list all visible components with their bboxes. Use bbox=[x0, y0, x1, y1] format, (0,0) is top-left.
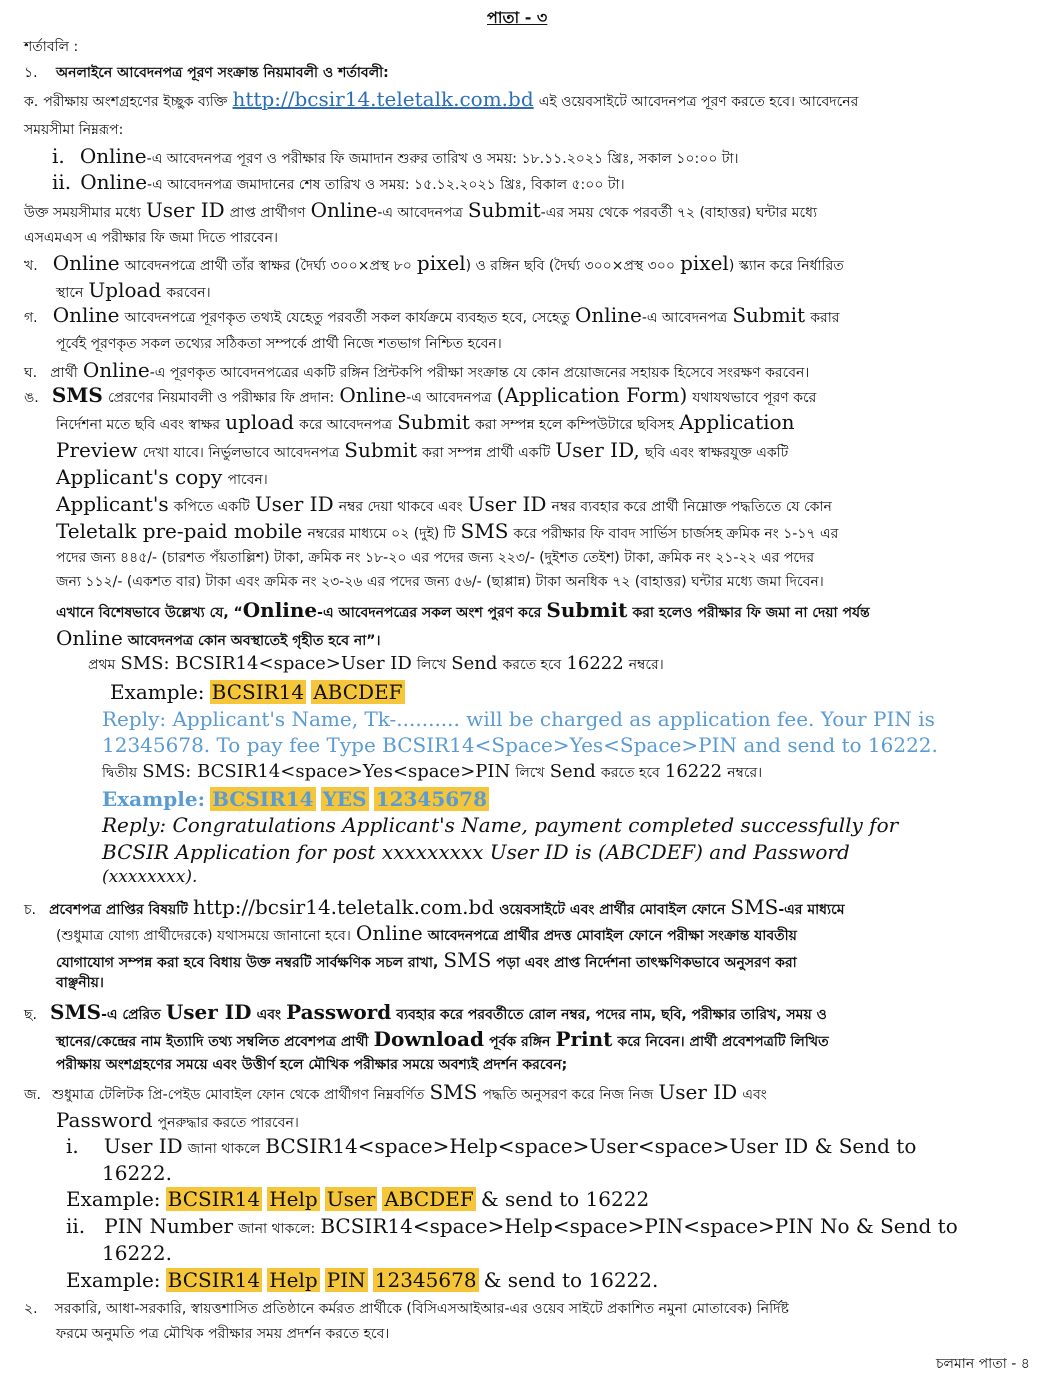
text-run: pixel bbox=[416, 251, 466, 275]
recovery-item-ii bbox=[66, 1216, 958, 1236]
item-umo-line-3 bbox=[56, 440, 788, 460]
text-run: যোগাযোগ সম্পন্ন করা হবে বিধায় উক্ত নম্বরটি সার্বক্ষণিক সচল রাখা, bbox=[56, 955, 439, 971]
text-run: করা হলেও পরীক্ষার ফি জমা না দেয়া পর্যন্ত bbox=[632, 605, 870, 621]
text-run: করে নিবেন। প্রার্থী প্রবেশপত্রটি লিখিত bbox=[617, 1034, 829, 1050]
text-run: স্থানে bbox=[56, 285, 84, 301]
text-run: দেখা যাবে। নির্ভুলভাবে আবেদনপত্র bbox=[142, 445, 340, 461]
applicant-copy-line-2 bbox=[56, 521, 838, 541]
text-run: Password bbox=[56, 1108, 153, 1132]
online-term: Online bbox=[79, 144, 147, 168]
online-term: Online bbox=[80, 170, 148, 194]
example-4 bbox=[66, 1270, 658, 1290]
section-2-number: ২. bbox=[24, 1301, 38, 1317]
text-run: Online bbox=[56, 626, 123, 650]
text-run: Online bbox=[575, 303, 642, 327]
text-run: SMS: BCSIR14<space>User ID bbox=[120, 653, 412, 674]
item-cha-line-2 bbox=[56, 923, 797, 943]
text-run: -এ আবেদনপত্র bbox=[641, 310, 728, 326]
item-umo-line-4 bbox=[56, 467, 268, 487]
text-run: Password bbox=[286, 1000, 392, 1024]
sms-pin: PIN bbox=[326, 1268, 366, 1292]
section-2 bbox=[24, 1300, 789, 1316]
item-kha bbox=[24, 253, 844, 273]
text-run: Applicant's copy bbox=[56, 465, 223, 489]
item-ka-marker: ক. bbox=[24, 94, 39, 110]
text-run: User ID bbox=[145, 198, 225, 222]
text-run: -এর মাধ্যমে bbox=[778, 902, 845, 918]
text-run: নম্বরে। bbox=[727, 765, 763, 781]
text-run: পূর্বক রঙ্গিন bbox=[489, 1034, 551, 1050]
conditions-heading: শর্তাবলি : bbox=[24, 39, 79, 55]
example-label: Example: bbox=[102, 787, 205, 811]
text-run: Online bbox=[310, 198, 378, 222]
text-run: Online bbox=[339, 383, 407, 407]
text-run: SMS bbox=[730, 895, 779, 919]
example-3 bbox=[66, 1189, 649, 1209]
text-run: 16222 bbox=[664, 761, 723, 782]
text-run: Online bbox=[52, 303, 120, 327]
text-run: Submit bbox=[732, 303, 806, 327]
text-run: ব্যবহার করে পরবর্তীতে রোল নম্বর, পদের নাম, ছবি, পরীক্ষার তারিখ, সময় ও bbox=[396, 1007, 827, 1023]
admit-card-url[interactable]: http://bcsir14.teletalk.com.bd bbox=[193, 895, 495, 919]
text-run: (শুধুমাত্র যোগ্য প্রার্থীদেরকে) যথাসময়ে জানানো হবে। bbox=[56, 928, 351, 944]
text-run: SMS bbox=[50, 1000, 102, 1024]
reply-2-line-2: BCSIR Application for post xxxxxxxxx User ID is (ABCDEF) and Password bbox=[102, 840, 850, 864]
text-run: প্রেরণের নিয়মাবলী ও পরীক্ষার ফি প্রদান: bbox=[107, 390, 335, 406]
reply-2-line-3: (xxxxxxxx). bbox=[102, 867, 198, 887]
text-run: প্রথম bbox=[88, 657, 116, 673]
text-run: উক্ত সময়সীমার মধ্যে bbox=[24, 205, 141, 221]
text-run: Online bbox=[52, 251, 120, 275]
text-run: জানা থাকলে: bbox=[238, 1221, 316, 1237]
text-run: -এ আবেদনপত্র bbox=[377, 205, 463, 221]
text-run: করতে হবে bbox=[502, 657, 562, 673]
text-run: প্রাপ্ত প্রার্থীগণ bbox=[229, 205, 306, 221]
item-ga-marker: গ. bbox=[24, 310, 38, 326]
text-run: Submit bbox=[546, 598, 628, 622]
text-run: আবেদনপত্রে প্রার্থী তাঁর স্বাক্ষর (দৈর্ঘ্য ৩০০×প্রস্থ ৮০ bbox=[124, 258, 412, 274]
text-run: User ID bbox=[658, 1080, 738, 1104]
reply-1-line-2: 12345678. To pay fee Type BCSIR14<Space>Yes<Space>PIN and send to 16222. bbox=[102, 733, 938, 757]
section-2-line-2: ফরমে অনুমতি পত্র মৌখিক পরীক্ষার সময় প্রদর্শন করতে হবে। bbox=[56, 1326, 390, 1342]
example-1 bbox=[110, 682, 405, 702]
list-marker-i: i. bbox=[66, 1134, 79, 1158]
text-run: & send to 16222. bbox=[483, 1268, 659, 1292]
text-run: আবেদনপত্র কোন অবস্থাতেই গৃহীত হবে না”। bbox=[127, 633, 381, 649]
text-run: এবং bbox=[256, 1007, 282, 1023]
text-run: যথাযথভাবে পূরণ করে bbox=[692, 390, 817, 406]
example-2 bbox=[102, 789, 489, 809]
item-umo-line-2 bbox=[56, 412, 794, 432]
list-marker-ii: ii. bbox=[66, 1214, 86, 1238]
item-umo-marker: ঙ. bbox=[24, 390, 39, 406]
text-run: Online bbox=[242, 598, 318, 622]
text-run: করা সম্পন্ন হলে কম্পিউটারে ছবিসহ bbox=[474, 417, 675, 433]
text-run: Submit bbox=[467, 198, 541, 222]
item-ja bbox=[24, 1082, 767, 1102]
example-label: Example: bbox=[110, 680, 205, 704]
user-id-paragraph-line-2: এসএমএস এ পরীক্ষার ফি জমা দিতে পারবেন। bbox=[24, 230, 279, 246]
text-run: Download bbox=[373, 1027, 484, 1051]
start-date-text: -এ আবেদনপত্র পূরণ ও পরীক্ষার ফি জমাদান শুরুর তারিখ ও সময়: ১৮.১১.২০২১ খ্রিঃ, সকাল ১০:০০ টা। bbox=[146, 151, 739, 167]
item-cha bbox=[24, 897, 845, 917]
text-run: BCSIR14<space>Help<space>PIN<space>PIN No & Send to bbox=[320, 1214, 958, 1238]
text-run: Teletalk pre-paid mobile bbox=[56, 519, 303, 543]
item-chha bbox=[24, 1002, 827, 1022]
first-sms-instruction bbox=[88, 655, 664, 673]
text-run: করবেন। bbox=[166, 285, 211, 301]
text-run: পড়া এবং প্রাপ্ত নির্দেশনা তাৎক্ষণিকভাবে অনুসরণ করা bbox=[496, 955, 797, 971]
text-run: (Application Form) bbox=[496, 383, 688, 407]
user-id-sample: ABCDEF bbox=[384, 1187, 474, 1211]
item-ga-line-2: পূর্বেই পূরণকৃত সকল তথ্যের সঠিকতা সম্পর্কে প্রার্থী নিজে শতভাগ নিশ্চিত হবেন। bbox=[56, 336, 502, 352]
text-run: Upload bbox=[88, 278, 162, 302]
end-date-text: -এ আবেদনপত্র জমাদানের শেষ তারিখ ও সময়: ১৫.১২.২০২১ খ্রিঃ, বিকাল ৫:০০ টা। bbox=[147, 177, 625, 193]
text-run: PIN Number bbox=[104, 1214, 234, 1238]
text-run: ওয়েবসাইটে এবং প্রার্থীর মোবাইল ফোনে bbox=[499, 902, 726, 918]
special-note-line-2 bbox=[56, 628, 381, 648]
item-umo bbox=[24, 385, 816, 405]
teletalk-link[interactable]: http://bcsir14.teletalk.com.bd bbox=[232, 87, 534, 111]
text-run: -এ প্রেরিত bbox=[101, 1007, 161, 1023]
example-label: Example: bbox=[66, 1187, 161, 1211]
text-run: আবেদনপত্রে প্রার্থীর প্রদত্ত মোবাইল ফোনে পরীক্ষা সংক্রান্ত যাবতীয় bbox=[427, 928, 797, 944]
item-ja-marker: জ. bbox=[24, 1087, 41, 1103]
item-kha-line-2 bbox=[56, 280, 211, 300]
list-marker-ii: ii. bbox=[52, 170, 72, 194]
applicant-copy-line-3: পদের জন্য ৪৪৫/- (চারশত পঁয়তাল্লিশ) টাকা, ক্রমিক নং ১৮-২০ এর পদের জন্য ২২৩/- (দুইশত তেইশ) টাকা, ক্রমিক নং ২১-২২ এর পদের bbox=[56, 550, 815, 566]
text-run: পদ্ধতি অনুসরণ করে নিজ নিজ bbox=[482, 1087, 654, 1103]
text-run: -এ আবেদনপত্র bbox=[406, 390, 492, 406]
text-run: & send to 16222 bbox=[480, 1187, 650, 1211]
item-ka-text: পরীক্ষায় অংশগ্রহণের ইচ্ছুক ব্যক্তি bbox=[43, 94, 228, 110]
text-run: User ID, bbox=[555, 438, 640, 462]
text-run: ছবি এবং স্বাক্ষরযুক্ত একটি bbox=[644, 445, 789, 461]
item-ka bbox=[24, 89, 858, 109]
text-run: User ID bbox=[467, 492, 547, 516]
section-1-heading: অনলাইনে আবেদনপত্র পূরণ সংক্রান্ত নিয়মাবলী ও শর্তাবলী: bbox=[56, 65, 389, 81]
text-run: নম্বরে। bbox=[628, 657, 664, 673]
text-run: User ID bbox=[165, 1000, 252, 1024]
text-run: করা সম্পন্ন প্রার্থী একটি bbox=[422, 445, 551, 461]
text-run: upload bbox=[225, 410, 295, 434]
text-run: নম্বর দেয়া থাকবে এবং bbox=[338, 499, 463, 515]
text-run: pixel bbox=[680, 251, 729, 275]
text-run: করার bbox=[810, 310, 840, 326]
item-kha-marker: খ. bbox=[24, 258, 38, 274]
pin-sample: 12345678 bbox=[374, 1268, 477, 1292]
item-ja-line-2 bbox=[56, 1110, 299, 1130]
item-cha-marker: চ. bbox=[24, 902, 37, 918]
text-run: Submit bbox=[397, 410, 470, 434]
section-1-number: ১. bbox=[24, 65, 38, 81]
text-run: করে পরীক্ষার ফি বাবদ সার্ভিস চার্জসহ ক্রমিক নং ১-১৭ এর bbox=[513, 526, 839, 542]
item-ga bbox=[24, 305, 839, 325]
item-cha-line-3 bbox=[56, 950, 797, 970]
text-run: পাবেন। bbox=[227, 472, 268, 488]
user-id-paragraph bbox=[24, 200, 817, 220]
list-marker-i: i. bbox=[52, 144, 65, 168]
text-run: Online bbox=[355, 921, 423, 945]
section-2-text: সরকারি, আধা-সরকারি, স্বায়ত্তশাসিত প্রতিষ্ঠানে কর্মরত প্রার্থীকে (বিসিএসআইআর-এর ওয়েব সাইটে প্রকাশিত নমুনা মোতাবেক) নির্দিষ্ট bbox=[54, 1301, 789, 1317]
text-run: স্থানের/কেন্দ্রের নাম ইত্যাদি তথ্য সম্বলিত প্রবেশপত্র প্রার্থী bbox=[56, 1034, 369, 1050]
item-ka-text-2: এই ওয়েবসাইটে আবেদনপত্র পূরণ করতে হবে। আবেদনের bbox=[538, 94, 859, 110]
text-run: ) ও রঙ্গিন ছবি (দৈর্ঘ্য ৩০০×প্রস্থ ৩০০ bbox=[465, 258, 675, 274]
text-run: নম্বরের মাধ্যমে ০২ (দুই) টি bbox=[307, 526, 456, 542]
text-run: এখানে বিশেষভাবে উল্লেখ্য যে, “ bbox=[56, 605, 243, 621]
text-run: লিখে bbox=[416, 657, 447, 673]
text-run: Send bbox=[451, 653, 498, 674]
text-run: নম্বর ব্যবহার করে প্রার্থী নিম্নোক্ত পদ্ধতিতে যে কোন bbox=[551, 499, 832, 515]
text-run: Print bbox=[555, 1027, 613, 1051]
text-run: প্রবেশপত্র প্রাপ্তির বিষয়টি bbox=[49, 902, 188, 918]
item-chha-line-2 bbox=[56, 1029, 829, 1049]
reply-2-line-1: Reply: Congratulations Applicant's Name, payment completed successfully for bbox=[102, 813, 899, 837]
recovery-item-i-line-2: 16222. bbox=[102, 1161, 172, 1185]
list-item-i bbox=[52, 146, 739, 166]
second-sms-instruction bbox=[102, 763, 762, 781]
text-run: Submit bbox=[344, 438, 418, 462]
text-run: -এ আবেদনপত্রের সকল অংশ পুরণ করে bbox=[317, 605, 542, 621]
recovery-item-ii-line-2: 16222. bbox=[102, 1241, 172, 1265]
sms-code: BCSIR14 bbox=[167, 1187, 261, 1211]
applicant-copy-line-1 bbox=[56, 494, 832, 514]
user-id-sample: ABCDEF bbox=[313, 680, 403, 704]
text-run: শুধুমাত্র টেলিটক প্রি-পেইড মোবাইল ফোন থেকে প্রার্থীগণ নিম্নবর্ণিত bbox=[52, 1087, 425, 1103]
text-run: -এর সময় থেকে পরবর্তী ৭২ (বাহাত্তর) ঘন্টার মধ্যে bbox=[540, 205, 818, 221]
text-run: ) স্ক্যান করে নির্ধারিত bbox=[728, 258, 844, 274]
text-run: Applicant's bbox=[56, 492, 169, 516]
text-run: লিখে bbox=[515, 765, 545, 781]
item-gha bbox=[24, 360, 809, 380]
text-run: করতে হবে bbox=[600, 765, 660, 781]
text-run: করে আবেদনপত্র bbox=[299, 417, 392, 433]
sms-code: BCSIR14 bbox=[167, 1268, 261, 1292]
text-run: SMS: BCSIR14<space>Yes<space>PIN bbox=[142, 761, 511, 782]
text-run: কপিতে একটি bbox=[173, 499, 250, 515]
applicant-copy-line-4: জন্য ১১২/- (একশত বার) টাকা এবং ক্রমিক নং ২৩-২৬ এর পদের জন্য ৫৬/- (ছাপ্পান্ন) টাকা অনধিক ৭২ (বাহাত্তর) ঘন্টার মধ্যে জমা দিবেন। bbox=[56, 574, 824, 590]
reply-1-line-1: Reply: Applicant's Name, Tk-.......... will be charged as application fee. Your PIN is bbox=[102, 707, 935, 731]
sms-help: Help bbox=[269, 1187, 318, 1211]
sms-code: BCSIR14 bbox=[211, 680, 305, 704]
text-run: নির্দেশনা মতে ছবি এবং স্বাক্ষর bbox=[56, 417, 221, 433]
item-chha-marker: ছ. bbox=[24, 1007, 37, 1023]
text-run: দ্বিতীয় bbox=[102, 765, 138, 781]
item-gha-marker: ঘ. bbox=[24, 365, 38, 381]
text-run: 16222 bbox=[566, 653, 624, 674]
text-run: User ID bbox=[254, 492, 334, 516]
text-run: এবং bbox=[742, 1087, 767, 1103]
text-run: SMS bbox=[460, 519, 509, 543]
special-note-line-1 bbox=[56, 600, 870, 620]
text-run: Online bbox=[82, 358, 150, 382]
sms-user: User bbox=[326, 1187, 376, 1211]
text-run: আবেদনপত্রে পূরণকৃত তথ্যই যেহেতু পরবর্তী সকল কার্যক্রমে ব্যবহৃত হবে, সেহেতু bbox=[124, 310, 570, 326]
page-label: পাতা - ৩ bbox=[487, 8, 548, 27]
text-run: Send bbox=[549, 761, 596, 782]
pin-sample: 12345678 bbox=[375, 787, 488, 811]
continued-page-label: চলমান পাতা - ৪ bbox=[936, 1356, 1030, 1372]
sms-code: BCSIR14 bbox=[212, 787, 314, 811]
text-run: -এ পূরণকৃত আবেদনপত্রের একটি রঙ্গিন প্রিন্টকপি পরীক্ষা সংক্রান্ত যে কোন প্রয়োজনের সহায়ক হিসেবে সংরক্ষণ করবেন। bbox=[149, 365, 810, 381]
text-run: Preview bbox=[56, 438, 138, 462]
sms-yes: YES bbox=[322, 787, 367, 811]
item-ka-line-2: সময়সীমা নিম্নরূপ: bbox=[24, 122, 124, 138]
text-run: SMS bbox=[51, 383, 103, 407]
example-label: Example: bbox=[66, 1268, 161, 1292]
text-run: User ID bbox=[103, 1134, 183, 1158]
list-item-ii bbox=[52, 172, 625, 192]
recovery-item-i bbox=[66, 1136, 916, 1156]
text-run: BCSIR14<space>Help<space>User<space>User ID & Send to bbox=[265, 1134, 917, 1158]
item-chha-line-3: পরীক্ষায় অংশগ্রহণের সময়ে এবং উত্তীর্ণ হলে মৌখিক পরীক্ষার সময়ে অবশ্যই প্রদর্শন করবেন; bbox=[56, 1057, 568, 1073]
item-cha-line-4: বাঞ্ছনীয়। bbox=[56, 975, 104, 991]
text-run: SMS bbox=[429, 1080, 478, 1104]
text-run: Application bbox=[679, 410, 795, 434]
text-run: SMS bbox=[443, 948, 492, 972]
text-run: প্রার্থী bbox=[50, 365, 78, 381]
text-run: জানা থাকলে bbox=[187, 1141, 261, 1157]
text-run: পুনরুদ্ধার করতে পারবেন। bbox=[157, 1115, 299, 1131]
sms-help: Help bbox=[269, 1268, 318, 1292]
